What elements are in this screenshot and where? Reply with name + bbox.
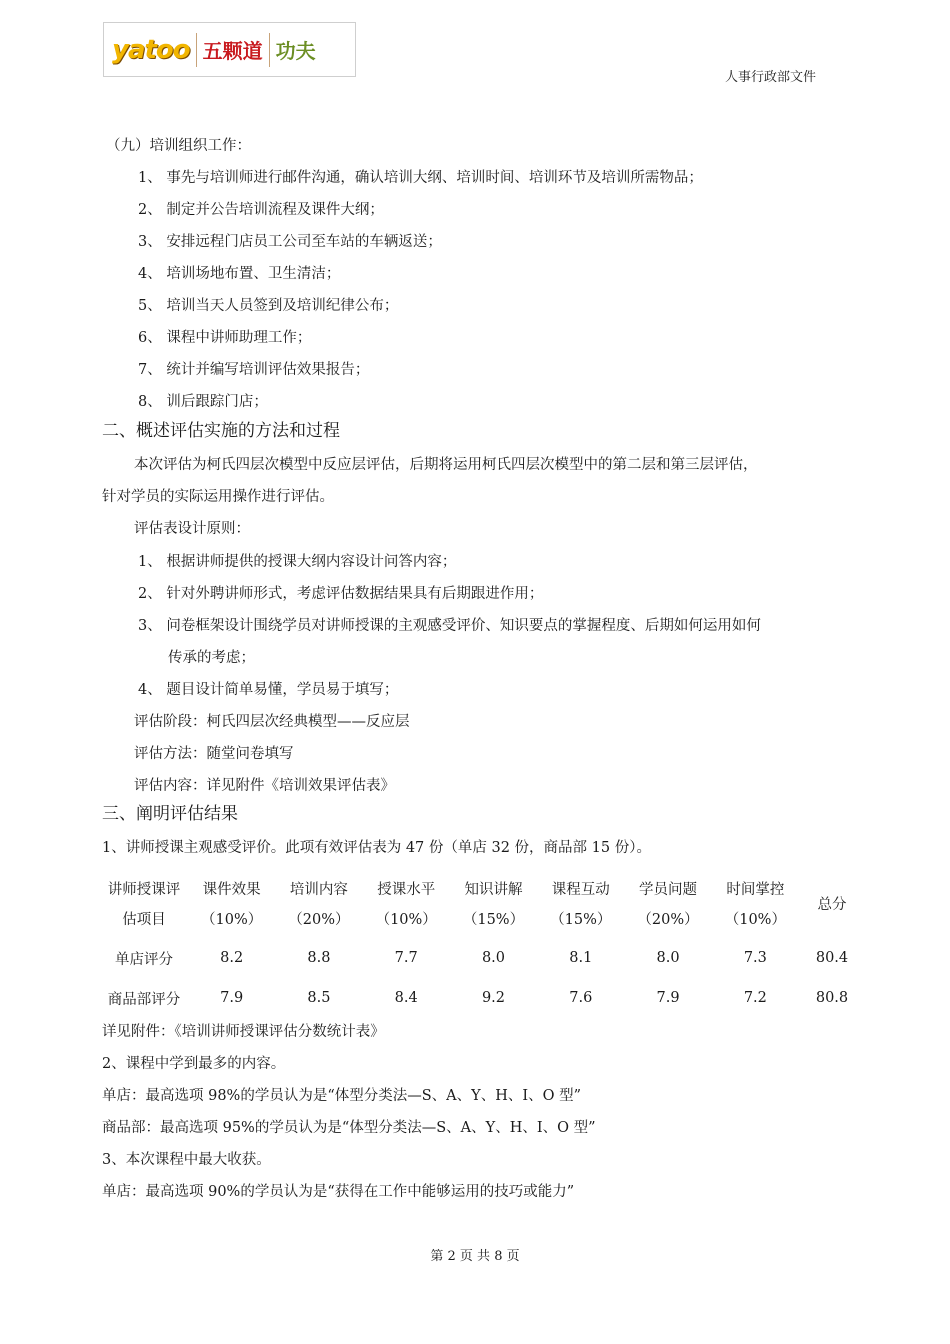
- attachment-note: 详见附件：《培训讲师授课评估分数统计表》: [102, 1024, 385, 1040]
- table-total: 80.4: [815, 950, 849, 966]
- paragraph: 针对学员的实际运用操作进行评估。: [102, 489, 334, 505]
- design-principles-title: 评估表设计原则：: [134, 521, 250, 537]
- table-row: [100, 938, 865, 978]
- row-label: 商品部评分: [107, 991, 181, 1008]
- row-label: 单店评分: [115, 951, 173, 968]
- table-cell: 9.2: [481, 990, 506, 1006]
- result-detail: 单店：最高选项 98%的学员认为是“体型分类法—S、A、Y、H、I、O 型”: [102, 1088, 582, 1104]
- result-detail: 单店：最高选项 90%的学员认为是“获得在工作中能够运用的技巧或能力”: [102, 1184, 575, 1200]
- evaluation-method: 评估方法：随堂问卷填写: [134, 746, 294, 762]
- brand-logo-2: 五颗道: [202, 39, 263, 63]
- table-cell: 8.1: [569, 950, 593, 966]
- list-item: 3、 问卷框架设计围绕学员对讲师授课的主观感受评价、知识要点的掌握程度、后期如何运用如何: [138, 618, 761, 634]
- department-label: 人事行政部文件: [724, 70, 816, 85]
- logo-divider: [269, 33, 270, 67]
- result-intro: 1、讲师授课主观感受评价。此项有效评估表为 47 份（单店 32 份，商品部 15 份）。: [102, 840, 651, 856]
- table-cell: 7.3: [743, 950, 767, 966]
- evaluation-stage: 评估阶段：柯氏四层次经典模型——反应层: [134, 714, 410, 730]
- table-cell: 7.6: [569, 990, 593, 1006]
- table-header-cell: 培训内容 （20%）: [288, 882, 350, 928]
- table-header-cell: 课程互动 （15%）: [550, 882, 612, 928]
- yatoo-logo: yatoo: [112, 34, 190, 65]
- table-header-cell: 授课水平 （10%）: [375, 882, 437, 928]
- section9-title: （九）培训组织工作：: [106, 138, 251, 154]
- table-header-cell: 时间掌控 （10%）: [724, 882, 786, 928]
- result-detail: 商品部：最高选项 95%的学员认为是“体型分类法—S、A、Y、H、I、O 型”: [102, 1120, 596, 1136]
- evaluation-content: 评估内容：详见附件《培训效果评估表》: [134, 778, 395, 794]
- result-item: 2、课程中学到最多的内容。: [102, 1056, 286, 1072]
- list-item: 8、 训后跟踪门店；: [138, 394, 268, 410]
- score-table: [100, 872, 865, 1018]
- table-cell: 8.5: [307, 990, 331, 1006]
- page-number: 第 2 页 共 8 页: [430, 1249, 520, 1264]
- table-header-row: [100, 872, 865, 938]
- table-row: [100, 978, 865, 1018]
- table-cell: 8.2: [220, 950, 244, 966]
- brand-logo-3: 功夫: [275, 39, 316, 63]
- table-cell: 7.7: [394, 950, 418, 966]
- logo-divider: [196, 33, 197, 67]
- list-item: 2、 制定并公告培训流程及课件大纲；: [138, 202, 384, 218]
- section2-heading: 二、概述评估实施的方法和过程: [102, 421, 340, 441]
- list-item: 4、 题目设计简单易懂，学员易于填写；: [138, 682, 399, 698]
- list-item: 4、 培训场地布置、卫生清洁；: [138, 266, 341, 282]
- table-cell: 8.0: [656, 950, 680, 966]
- list-item: 3、 安排远程门店员工公司至车站的车辆返送；: [138, 234, 442, 250]
- table-cell: 8.0: [481, 950, 506, 966]
- table-header-cell: 讲师授课评 估项目: [107, 882, 181, 928]
- table-header-total: 总分: [817, 897, 847, 913]
- section3-heading: 三、阐明评估结果: [102, 804, 238, 824]
- table-cell: 8.8: [307, 950, 331, 966]
- list-item: 7、 统计并编写培训评估效果报告；: [138, 362, 370, 378]
- table-cell: 7.2: [743, 990, 767, 1006]
- table-header-cell: 知识讲解 （15%）: [462, 882, 525, 928]
- table-cell: 7.9: [656, 990, 680, 1006]
- paragraph: 本次评估为柯氏四层次模型中反应层评估，后期将运用柯氏四层次模型中的第二层和第三层评估，: [134, 457, 758, 473]
- result-item: 3、本次课程中最大收获。: [102, 1152, 271, 1168]
- list-item: 6、 课程中讲师助理工作；: [138, 330, 312, 346]
- table-total: 80.8: [815, 990, 849, 1006]
- table-header-cell: 学员问题 （20%）: [637, 882, 699, 928]
- list-item: 1、 根据讲师提供的授课大纲内容设计问答内容；: [138, 554, 457, 570]
- list-item: 1、 事先与培训师进行邮件沟通，确认培训大纲、培训时间、培训环节及培训所需物品；: [138, 170, 703, 186]
- list-item-continuation: 传承的考虑；: [168, 650, 255, 666]
- table-header-cell: 课件效果 （10%）: [201, 882, 263, 928]
- list-item: 5、 培训当天人员签到及培训纪律公布；: [138, 298, 399, 314]
- table-cell: 8.4: [394, 990, 418, 1006]
- list-item: 2、 针对外聘讲师形式，考虑评估数据结果具有后期跟进作用；: [138, 586, 544, 602]
- header-logo: [103, 22, 356, 77]
- table-cell: 7.9: [220, 990, 244, 1006]
